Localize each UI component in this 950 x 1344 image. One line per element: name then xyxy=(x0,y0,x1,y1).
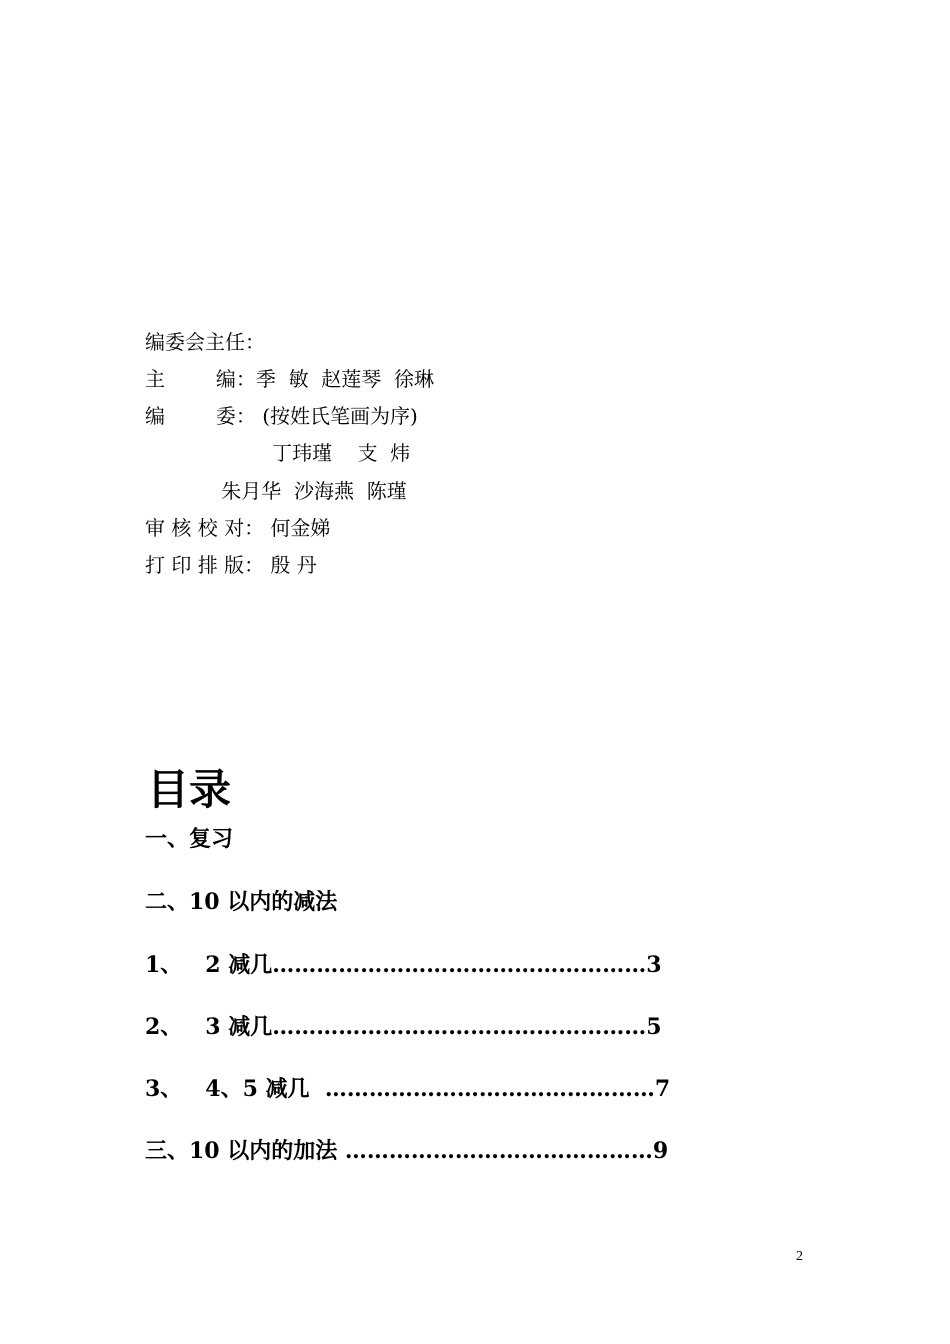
toc-entry-review[interactable]: 一、复习 xyxy=(145,826,234,852)
board-members-line-2: 朱月华 沙海燕 陈瑾 xyxy=(145,479,407,503)
board-members-line-1: 丁玮瑾 支 炜 xyxy=(145,441,411,465)
typesetting-line: 打 印 排 版： 殷 丹 xyxy=(145,553,317,577)
proofreading-line: 审 核 校 对： 何金娣 xyxy=(145,516,331,540)
editorial-board-line: 编 委： (按姓氏笔画为序) xyxy=(145,404,418,428)
toc-entry-subtraction[interactable]: 二、10 以内的减法 xyxy=(145,889,338,915)
toc-title: 目录 xyxy=(147,765,232,814)
toc-entry-subtract-from-4-5[interactable]: 3、 4、5 减几 ………………………………………7 xyxy=(145,1076,671,1102)
chief-editor-line: 主 编：季 敏 赵莲琴 徐琳 xyxy=(145,367,435,391)
toc-entry-subtract-from-3[interactable]: 2、 3 减几……………………………………………5 xyxy=(145,1014,662,1040)
committee-director-line: 编委会主任： xyxy=(145,330,265,354)
page-number: 2 xyxy=(796,1249,803,1264)
toc-entry-subtract-from-2[interactable]: 1、 2 减几……………………………………………3 xyxy=(145,952,662,978)
toc-entry-addition[interactable]: 三、10 以内的加法 ……………………………………9 xyxy=(145,1138,669,1164)
